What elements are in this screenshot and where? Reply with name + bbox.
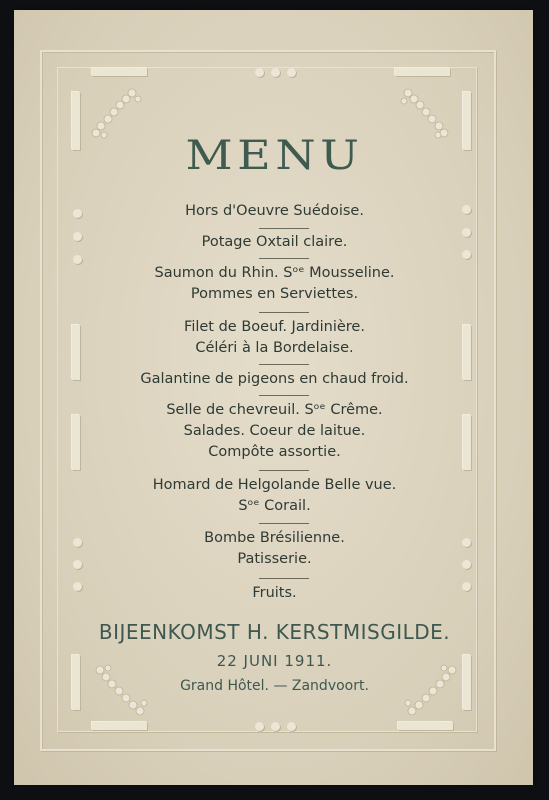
- course-line: Sᵒᵉ Corail.: [238, 498, 311, 514]
- course-separator: [259, 364, 309, 365]
- course-line: Homard de Helgolande Belle vue.: [152, 477, 397, 493]
- course-line: Fruits.: [252, 585, 297, 601]
- course-separator: [259, 470, 309, 471]
- course-line: Salades. Coeur de laitue.: [183, 423, 366, 439]
- course-line: Galantine de pigeons en chaud froid.: [140, 371, 409, 387]
- course-line: Saumon du Rhin. Sᵒᵉ Mousseline.: [154, 265, 395, 281]
- course-3: [0, 263, 549, 305]
- course-line: Bombe Brésilienne.: [204, 530, 345, 546]
- course-8: [0, 528, 549, 570]
- course-9: [0, 583, 549, 604]
- course-line: Compôte assortie.: [208, 444, 341, 460]
- course-separator: [259, 395, 309, 396]
- course-separator: [259, 578, 309, 579]
- course-separator: [259, 523, 309, 524]
- course-line: Patisserie.: [237, 551, 312, 567]
- course-line: Pommes en Serviettes.: [190, 286, 359, 302]
- course-5: [0, 369, 549, 390]
- event-venue: Grand Hôtel. — Zandvoort.: [180, 678, 369, 694]
- event-date: 22 JUNI 1911.: [216, 652, 333, 670]
- course-7: [0, 475, 549, 517]
- course-line: Selle de chevreuil. Sᵒᵉ Crême.: [166, 402, 383, 418]
- course-line: Filet de Boeuf. Jardinière.: [184, 319, 365, 335]
- course-separator: [259, 228, 309, 229]
- menu-title: MENU: [185, 133, 364, 179]
- course-line: Céléri à la Bordelaise.: [195, 340, 354, 356]
- course-6: [0, 400, 549, 463]
- course-1: [0, 201, 549, 222]
- course-separator: [259, 258, 309, 259]
- course-separator: [259, 312, 309, 313]
- course-line: Hors d'Oeuvre Suédoise.: [185, 203, 364, 219]
- course-4: [0, 317, 549, 359]
- course-2: [0, 232, 549, 253]
- event-name: BIJEENKOMST H. KERSTMISGILDE.: [98, 620, 451, 644]
- course-line: Potage Oxtail claire.: [201, 234, 348, 250]
